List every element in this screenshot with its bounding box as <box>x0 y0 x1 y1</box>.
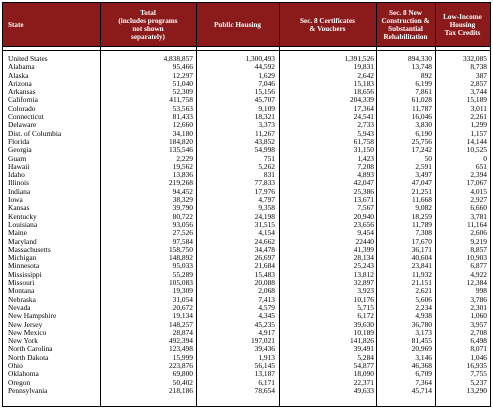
cell-total: 55,289 <box>172 269 193 279</box>
table-header <box>3 3 490 47</box>
cell-sec8-certificates: 2,642 <box>357 70 374 80</box>
cell-total: 51,040 <box>172 78 193 88</box>
cell-sec8-certificates: 18,656 <box>353 87 374 97</box>
cell-state: Montana <box>8 286 35 296</box>
cell-state: Alabama <box>8 62 35 72</box>
cell-public-housing: 77,833 <box>254 178 275 188</box>
cell-total: 158,750 <box>168 244 193 254</box>
cell-public-housing: 34,478 <box>254 244 275 254</box>
cell-tax-credits: 2,857 <box>470 78 487 88</box>
cell-sec8-new-construction: 21,251 <box>411 186 432 196</box>
cell-sec8-new-construction: 3,497 <box>415 170 432 180</box>
cell-state: Mississippi <box>8 269 42 279</box>
cell-sec8-certificates: 3,923 <box>357 286 374 296</box>
cell-sec8-certificates: 49,633 <box>353 385 374 395</box>
cell-tax-credits: 6,877 <box>470 261 487 271</box>
cell-state: Connecticut <box>8 112 44 122</box>
cell-public-housing: 43,852 <box>254 136 275 146</box>
cell-tax-credits: 3,957 <box>470 319 487 329</box>
cell-public-housing: 15,156 <box>254 87 275 97</box>
cell-total: 218,186 <box>168 385 193 395</box>
cell-sec8-certificates: 1,391,526 <box>344 54 374 63</box>
cell-sec8-certificates: 13,812 <box>353 269 374 279</box>
cell-public-housing: 5,262 <box>258 161 275 171</box>
cell-tax-credits: 8,738 <box>470 62 487 72</box>
cell-state: New York <box>8 336 38 346</box>
table-body <box>3 55 490 395</box>
cell-state: Kentucky <box>8 211 37 221</box>
cell-tax-credits: 9,219 <box>470 236 487 246</box>
cell-state: Hawaii <box>8 161 30 171</box>
cell-total: 34,180 <box>172 128 193 138</box>
cell-tax-credits: 1,157 <box>470 128 487 138</box>
cell-total: 148,892 <box>168 253 193 263</box>
cell-total: 27,526 <box>172 228 193 238</box>
cell-tax-credits: 8,857 <box>470 244 487 254</box>
cell-sec8-certificates: 9,454 <box>357 228 374 238</box>
cell-public-housing: 56,145 <box>254 360 275 370</box>
cell-total: 12,297 <box>172 70 193 80</box>
cell-total: 2,229 <box>176 153 193 163</box>
cell-public-housing: 1,629 <box>258 70 275 80</box>
cell-sec8-certificates: 204,339 <box>349 95 374 105</box>
cell-tax-credits: 1,299 <box>470 120 487 130</box>
cell-total: 93,056 <box>172 219 193 229</box>
cell-tax-credits: 2,708 <box>470 327 487 337</box>
cell-total: 94,452 <box>172 186 193 196</box>
cell-total: 52,309 <box>172 87 193 97</box>
cell-tax-credits: 8,071 <box>470 344 487 354</box>
cell-sec8-new-construction: 2,621 <box>415 286 432 296</box>
cell-public-housing: 7,046 <box>258 78 275 88</box>
cell-total: 50,402 <box>172 377 193 387</box>
cell-state: Dist. of Columbia <box>8 128 62 138</box>
cell-sec8-certificates: 22,371 <box>353 377 374 387</box>
header-total: Total (includes programs not shown separately) <box>118 8 178 41</box>
cell-tax-credits: 3,781 <box>470 211 487 221</box>
cell-state: New Hampshire <box>8 311 57 321</box>
cell-total: 105,083 <box>168 278 193 288</box>
cell-state: Alaska <box>8 70 29 80</box>
cell-sec8-new-construction: 4,938 <box>415 311 432 321</box>
cell-sec8-new-construction: 50 <box>424 153 432 163</box>
header-state: State <box>8 20 24 29</box>
cell-sec8-certificates: 19,831 <box>353 62 374 72</box>
cell-sec8-new-construction: 7,364 <box>415 377 432 387</box>
cell-sec8-new-construction: 21,151 <box>411 278 432 288</box>
cell-sec8-new-construction: 11,789 <box>411 219 432 229</box>
cell-sec8-new-construction: 9,082 <box>415 203 432 213</box>
cell-state: Nevada <box>8 302 31 312</box>
cell-public-housing: 197,021 <box>250 336 275 346</box>
cell-total: 95,033 <box>172 261 193 271</box>
cell-state: Iowa <box>8 195 23 205</box>
cell-sec8-new-construction: 6,709 <box>415 369 432 379</box>
cell-total: 69,800 <box>172 369 193 379</box>
cell-state: North Dakota <box>8 352 49 362</box>
cell-sec8-certificates: 4,893 <box>357 170 374 180</box>
cell-tax-credits: 3,011 <box>470 103 487 113</box>
cell-state: Oklahoma <box>8 369 39 379</box>
cell-total: 223,876 <box>168 360 193 370</box>
cell-sec8-certificates: 13,671 <box>353 195 374 205</box>
cell-tax-credits: 2,606 <box>470 228 487 238</box>
cell-public-housing: 4,345 <box>258 311 275 321</box>
cell-public-housing: 831 <box>263 170 275 180</box>
cell-state: Illinois <box>8 178 29 188</box>
cell-public-housing: 24,198 <box>254 211 275 221</box>
cell-tax-credits: 3,786 <box>470 294 487 304</box>
cell-sec8-new-construction: 13,748 <box>411 62 432 72</box>
header-tax-credits: Low-Income Housing Tax Credits <box>443 12 482 37</box>
cell-sec8-new-construction: 3,830 <box>415 120 432 130</box>
cell-total: 31,054 <box>172 294 193 304</box>
cell-public-housing: 31,515 <box>254 219 275 229</box>
housing-table-page <box>2 2 491 407</box>
cell-sec8-new-construction: 61,028 <box>411 95 432 105</box>
cell-state: Maryland <box>8 236 37 246</box>
cell-sec8-certificates: 54,877 <box>353 360 374 370</box>
cell-sec8-certificates: 1,423 <box>357 153 374 163</box>
cell-sec8-certificates: 7,567 <box>357 203 374 213</box>
cell-sec8-certificates: 15,183 <box>353 78 374 88</box>
cell-state: Ohio <box>8 360 23 370</box>
cell-tax-credits: 387 <box>475 70 487 80</box>
cell-total: 492,394 <box>168 336 193 346</box>
cell-state: Indiana <box>8 186 31 196</box>
cell-tax-credits: 4,922 <box>470 269 487 279</box>
cell-total: 81,433 <box>172 112 193 122</box>
cell-state: Massachusetts <box>8 244 51 254</box>
cell-public-housing: 1,300,493 <box>245 54 275 63</box>
cell-tax-credits: 10,525 <box>466 145 487 155</box>
cell-tax-credits: 10,903 <box>466 253 487 263</box>
cell-state: Florida <box>8 136 30 146</box>
cell-sec8-certificates: 61,758 <box>353 136 374 146</box>
table-row <box>3 146 490 154</box>
cell-total: 80,722 <box>172 211 193 221</box>
cell-sec8-certificates: 141,826 <box>349 336 374 346</box>
cell-sec8-new-construction: 6,190 <box>415 128 432 138</box>
cell-sec8-new-construction: 894,330 <box>407 54 432 63</box>
cell-state: United States <box>8 54 48 63</box>
cell-state: New Jersey <box>8 319 43 329</box>
cell-state: Georgia <box>8 145 32 155</box>
cell-sec8-certificates: 41,399 <box>353 244 374 254</box>
cell-total: 53,563 <box>172 103 193 113</box>
cell-tax-credits: 2,301 <box>470 302 487 312</box>
cell-public-housing: 17,976 <box>254 186 275 196</box>
cell-sec8-new-construction: 36,780 <box>411 319 432 329</box>
cell-sec8-new-construction: 7,308 <box>415 228 432 238</box>
cell-total: 28,874 <box>172 327 193 337</box>
cell-tax-credits: 0 <box>483 153 487 163</box>
cell-tax-credits: 16,935 <box>466 360 487 370</box>
cell-state: Arkansas <box>8 87 36 97</box>
header-sec8-certificates: Sec. 8 Certificates & Vouchers <box>300 16 355 33</box>
cell-state: Louisiana <box>8 219 38 229</box>
cell-public-housing: 44,592 <box>254 62 275 72</box>
cell-public-housing: 15,483 <box>254 269 275 279</box>
cell-sec8-new-construction: 36,171 <box>411 244 432 254</box>
cell-sec8-new-construction: 892 <box>420 70 432 80</box>
cell-sec8-certificates: 10,189 <box>353 327 374 337</box>
cell-public-housing: 45,235 <box>254 319 275 329</box>
cell-sec8-new-construction: 3,173 <box>415 327 432 337</box>
cell-sec8-new-construction: 18,259 <box>411 211 432 221</box>
cell-tax-credits: 5,237 <box>470 377 487 387</box>
cell-total: 135,546 <box>168 145 193 155</box>
table-row <box>3 63 490 71</box>
cell-tax-credits: 1,046 <box>470 352 487 362</box>
cell-tax-credits: 12,384 <box>466 278 487 288</box>
cell-state: Pennsylvania <box>8 385 48 395</box>
cell-public-housing: 26,697 <box>254 253 275 263</box>
cell-total: 19,562 <box>172 161 193 171</box>
cell-sec8-certificates: 31,150 <box>353 145 374 155</box>
cell-public-housing: 24,662 <box>254 236 275 246</box>
cell-public-housing: 3,373 <box>258 120 275 130</box>
cell-public-housing: 9,358 <box>258 203 275 213</box>
header-sec8-new-construction: Sec. 8 New Construction & Substantial Rehabilitation <box>381 8 430 41</box>
cell-tax-credits: 6,498 <box>470 336 487 346</box>
cell-sec8-certificates: 17,364 <box>353 103 374 113</box>
cell-sec8-certificates: 39,630 <box>353 319 374 329</box>
cell-sec8-new-construction: 40,604 <box>411 253 432 263</box>
cell-public-housing: 2,068 <box>258 286 275 296</box>
cell-sec8-certificates: 25,243 <box>353 261 374 271</box>
cell-state: North Carolina <box>8 344 53 354</box>
cell-tax-credits: 2,261 <box>470 112 487 122</box>
cell-total: 4,838,857 <box>163 54 193 63</box>
cell-sec8-certificates: 5,284 <box>357 352 374 362</box>
cell-state: Nebraska <box>8 294 36 304</box>
cell-sec8-new-construction: 45,714 <box>411 385 432 395</box>
cell-sec8-certificates: 10,176 <box>353 294 374 304</box>
cell-sec8-certificates: 22440 <box>355 236 374 246</box>
cell-total: 20,672 <box>172 302 193 312</box>
cell-sec8-new-construction: 20,969 <box>411 344 432 354</box>
cell-tax-credits: 13,290 <box>466 385 487 395</box>
cell-sec8-new-construction: 5,606 <box>415 294 432 304</box>
cell-sec8-new-construction: 11,932 <box>411 269 432 279</box>
cell-total: 148,257 <box>168 319 193 329</box>
cell-sec8-new-construction: 25,756 <box>411 136 432 146</box>
cell-state: Guam <box>8 153 27 163</box>
cell-sec8-certificates: 28,134 <box>353 253 374 263</box>
cell-public-housing: 4,797 <box>258 195 275 205</box>
cell-public-housing: 4,917 <box>258 327 275 337</box>
cell-public-housing: 21,684 <box>254 261 275 271</box>
cell-state: Kansas <box>8 203 30 213</box>
cell-state: Idaho <box>8 170 25 180</box>
cell-public-housing: 13,187 <box>254 369 275 379</box>
cell-sec8-certificates: 5,943 <box>357 128 374 138</box>
cell-state: Michigan <box>8 253 37 263</box>
cell-tax-credits: 998 <box>475 286 487 296</box>
cell-sec8-new-construction: 17,670 <box>411 236 432 246</box>
cell-sec8-new-construction: 6,199 <box>415 78 432 88</box>
cell-total: 12,660 <box>172 120 193 130</box>
cell-tax-credits: 4,015 <box>470 186 487 196</box>
cell-sec8-certificates: 18,090 <box>353 369 374 379</box>
cell-sec8-new-construction: 81,455 <box>411 336 432 346</box>
cell-state: Missouri <box>8 278 35 288</box>
cell-tax-credits: 3,744 <box>470 87 487 97</box>
cell-total: 38,329 <box>172 195 193 205</box>
cell-tax-credits: 1,060 <box>470 311 487 321</box>
cell-state: Maine <box>8 228 27 238</box>
cell-public-housing: 9,109 <box>258 103 275 113</box>
cell-sec8-certificates: 6,172 <box>357 311 374 321</box>
cell-sec8-new-construction: 7,861 <box>415 87 432 97</box>
cell-total: 15,999 <box>172 352 193 362</box>
cell-sec8-new-construction: 11,668 <box>411 195 432 205</box>
cell-state: Oregon <box>8 377 31 387</box>
cell-sec8-certificates: 42,047 <box>353 178 374 188</box>
cell-total: 97,584 <box>172 236 193 246</box>
cell-sec8-certificates: 25,386 <box>353 186 374 196</box>
cell-tax-credits: 6,660 <box>470 203 487 213</box>
cell-tax-credits: 2,394 <box>470 170 487 180</box>
cell-state: Arizona <box>8 78 32 88</box>
cell-tax-credits: 15,189 <box>466 95 487 105</box>
cell-sec8-certificates: 7,208 <box>357 161 374 171</box>
cell-public-housing: 1,913 <box>258 352 275 362</box>
cell-total: 219,268 <box>168 178 193 188</box>
cell-sec8-new-construction: 3,146 <box>415 352 432 362</box>
cell-sec8-new-construction: 2,234 <box>415 302 432 312</box>
cell-sec8-new-construction: 16,046 <box>411 112 432 122</box>
cell-sec8-certificates: 39,491 <box>353 344 374 354</box>
cell-public-housing: 4,154 <box>258 228 275 238</box>
header-rule <box>3 50 490 51</box>
cell-total: 39,790 <box>172 203 193 213</box>
cell-sec8-new-construction: 11,787 <box>411 103 432 113</box>
cell-sec8-new-construction: 47,047 <box>411 178 432 188</box>
cell-tax-credits: 651 <box>475 161 487 171</box>
table-row <box>3 387 490 395</box>
cell-sec8-new-construction: 17,242 <box>411 145 432 155</box>
cell-total: 123,498 <box>168 344 193 354</box>
cell-public-housing: 54,998 <box>254 145 275 155</box>
cell-sec8-certificates: 5,715 <box>357 302 374 312</box>
cell-total: 184,820 <box>168 136 193 146</box>
cell-state: Delaware <box>8 120 37 130</box>
cell-public-housing: 45,707 <box>254 95 275 105</box>
cell-sec8-new-construction: 2,591 <box>415 161 432 171</box>
cell-sec8-certificates: 2,733 <box>357 120 374 130</box>
cell-total: 19,309 <box>172 286 193 296</box>
cell-public-housing: 20,088 <box>254 278 275 288</box>
cell-state: California <box>8 95 38 105</box>
cell-public-housing: 18,321 <box>254 112 275 122</box>
cell-tax-credits: 2,927 <box>470 195 487 205</box>
cell-tax-credits: 17,067 <box>466 178 487 188</box>
cell-tax-credits: 14,144 <box>466 136 487 146</box>
cell-sec8-certificates: 20,940 <box>353 211 374 221</box>
cell-tax-credits: 11,164 <box>466 219 487 229</box>
cell-total: 19,134 <box>172 311 193 321</box>
cell-public-housing: 11,267 <box>254 128 275 138</box>
cell-sec8-certificates: 23,656 <box>353 219 374 229</box>
cell-sec8-new-construction: 23,841 <box>411 261 432 271</box>
cell-sec8-new-construction: 46,368 <box>411 360 432 370</box>
cell-sec8-certificates: 24,541 <box>353 112 374 122</box>
cell-public-housing: 78,654 <box>254 385 275 395</box>
cell-public-housing: 6,171 <box>258 377 275 387</box>
cell-tax-credits: 332,085 <box>462 54 487 63</box>
cell-state: New Mexico <box>8 327 47 337</box>
cell-public-housing: 39,436 <box>254 344 275 354</box>
cell-public-housing: 7,413 <box>258 294 275 304</box>
cell-state: Minnesota <box>8 261 40 271</box>
cell-total: 13,836 <box>172 170 193 180</box>
cell-total: 95,466 <box>172 62 193 72</box>
cell-state: Colorado <box>8 103 36 113</box>
cell-public-housing: 751 <box>263 153 275 163</box>
cell-total: 411,758 <box>169 95 193 105</box>
cell-sec8-certificates: 32,897 <box>353 278 374 288</box>
header-public-housing: Public Housing <box>214 20 261 29</box>
cell-tax-credits: 7,755 <box>470 369 487 379</box>
cell-public-housing: 4,579 <box>258 302 275 312</box>
